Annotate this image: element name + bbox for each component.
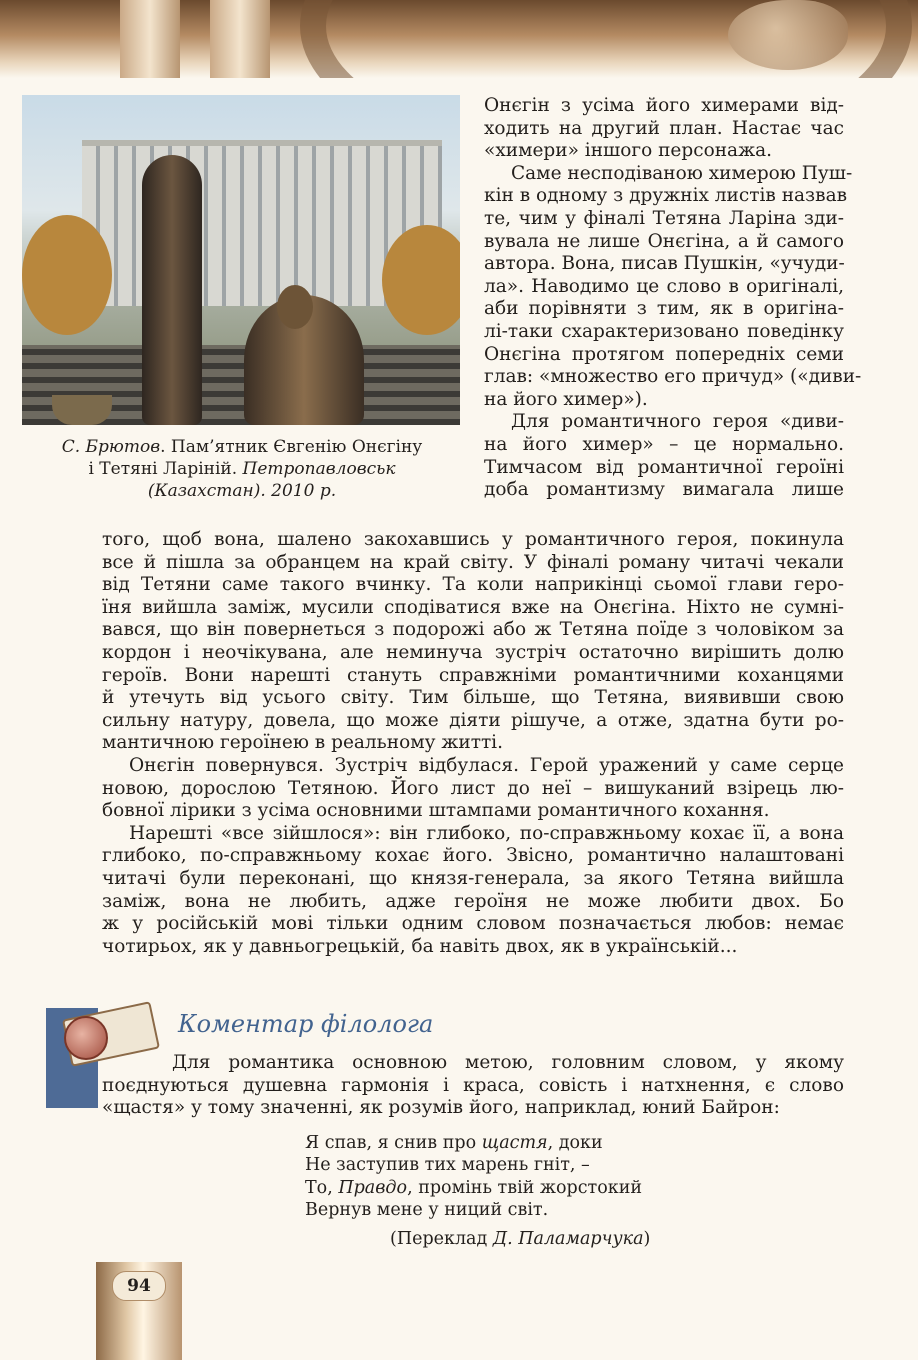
header-banner [0, 0, 918, 78]
tree [22, 215, 112, 335]
text-line: сильну натуру, довела, що може діяти рішуче, а отже, здатна бути ро- [102, 709, 844, 731]
text-line: героїв. Вони нарешті стануть справжніми романтичними коханцями [102, 664, 844, 686]
text-line: «химери» іншого персонажа. [484, 140, 772, 162]
text-line: заміж, вона не любить, адже героїня не може любити двох. Бо [102, 890, 844, 912]
poem-text: Я спав, я снив про [305, 1133, 482, 1153]
text-line: Онєгіна протягом попередніх семи [484, 343, 844, 365]
poem-line: Вернув мене у ниций світ. [305, 1200, 549, 1221]
text-line: бовної лірики з усіма основними штампами романтичного кохання. [102, 800, 770, 822]
credit-translator: Д. Паламарчука [492, 1229, 644, 1249]
photo-caption [22, 436, 462, 502]
caption-text: . Пам’ятник Євгенію Онєгіну [160, 437, 423, 457]
text-line: й утечуть від усього світу. Тим більше, що Тетяна, виявивши свою [102, 687, 844, 709]
tatiana-head [277, 285, 313, 329]
credit-text: ) [643, 1229, 651, 1249]
text-line: на його химер»). [484, 388, 648, 410]
caption-text: і Тетяні Ларіній. [88, 459, 243, 479]
text-line: вався, що він повернеться з подорожі або ж Тетяна поїде з чоловіком за [102, 619, 844, 641]
text-line: вувала не лише Онєгіна, а й самого [484, 230, 844, 252]
text-line: глав: «множество его причуд» («диви- [484, 366, 862, 388]
poem-text: То, [305, 1177, 339, 1198]
text-line: Саме несподіваною химерою Пуш- [511, 162, 853, 184]
text-line: від Тетяни саме такого вчинку. Та коли наприкінці сьомої глави геро- [102, 574, 844, 596]
text-line: кордон і неочікувана, але неминуча зустріч остаточно вирішить долю [102, 641, 844, 663]
text-line: їня вийшла заміж, мусили сподіватися вже на Онєгіна. Ніхто не сумні- [102, 596, 844, 618]
poem [305, 1132, 642, 1222]
commentary-text [102, 1052, 844, 1120]
text-line: лі-таки схарактеризовано поведінку [484, 320, 844, 342]
text-line: ж у російській мові тільки одним словом позначається любов: немає [102, 913, 844, 935]
text-line: «щастя» у тому значенні, як розумів його, наприклад, юний Байрон: [102, 1097, 780, 1119]
text-line: те, чим у фіналі Тетяна Ларіна зди- [484, 207, 844, 229]
text-line: автора. Вона, писав Пушкін, «учуди- [484, 253, 845, 275]
poem-italic: Правдо [338, 1177, 408, 1198]
translation-credit [390, 1229, 650, 1249]
text-line: на його химер» – це нормально. [484, 433, 844, 455]
onegin-statue [142, 155, 202, 425]
caption-author: С. Брютов [61, 437, 161, 457]
text-line: кін в одному з дружніх листів назвав [484, 185, 848, 207]
credit-text: (Переклад [390, 1229, 493, 1249]
text-line: читачі були переконані, що князя-генерала, за якого Тетяна вийшла [102, 867, 844, 889]
text-line: Нарешті «все зійшлося»: він глибоко, по-справжньому кохає її, а вона [129, 822, 844, 844]
text-line: Онєгін з усіма його химерами від- [484, 95, 844, 116]
poem-line: Не заступив тих марень гніт, – [305, 1155, 590, 1176]
text-line: чотирьох, як у давньогрецькій, ба навіть двох, як в українській... [102, 935, 738, 957]
text-line: мантичною героїнею в реальному житті. [102, 732, 503, 754]
main-text [102, 529, 844, 958]
page-number: 94 [112, 1271, 166, 1301]
text-line: Тимчасом від романтичної героїні [484, 456, 844, 478]
commentary-title: Коментар філолога [178, 1010, 434, 1038]
text-line: доба романтизму вимагала лише [484, 479, 844, 501]
column-decoration [210, 0, 270, 78]
poem-text: , доки [547, 1133, 603, 1153]
text-line: аби порівняти з тим, як в оригіна- [484, 298, 844, 320]
tree [382, 225, 460, 335]
text-line: все й пішла за обранцем на край світу. У фіналі роману читачі чекали [102, 551, 844, 573]
poem-italic: щастя [481, 1133, 548, 1153]
text-line: глибоко, по-справжньому кохає його. Звісно, романтично налаштовані [102, 845, 844, 867]
text-line: Для романтика основною метою, головним словом, у якому [172, 1052, 844, 1073]
text-line: поєднуються душевна гармонія і краса, совість і натхнення, є слово [102, 1074, 844, 1096]
poem-text: , промінь твій жорстокий [407, 1177, 643, 1198]
text-line: того, щоб вона, шалено закохавшись у романтичного героя, покинула [102, 529, 844, 550]
monument-photo [22, 95, 460, 425]
text-line: ла». Наводимо це слово в оригіналі, [484, 275, 844, 297]
text-line: Для романтичного героя «диви- [511, 411, 844, 433]
angel-sculpture-decoration [728, 0, 848, 70]
text-line: ходить на другий план. Настає час [484, 117, 844, 139]
column-decoration [120, 0, 180, 78]
text-line: Онєгін повернувся. Зустріч відбулася. Герой уражений у саме серце [129, 754, 844, 776]
text-line: новою, дорослою Тетяною. Його лист до неї – вишуканий взірець лю- [102, 777, 844, 799]
right-column-text [484, 95, 862, 502]
caption-city: Петропавловськ [242, 459, 396, 479]
caption-country-year: (Казахстан). 2010 р. [147, 481, 337, 501]
basket [52, 395, 112, 425]
